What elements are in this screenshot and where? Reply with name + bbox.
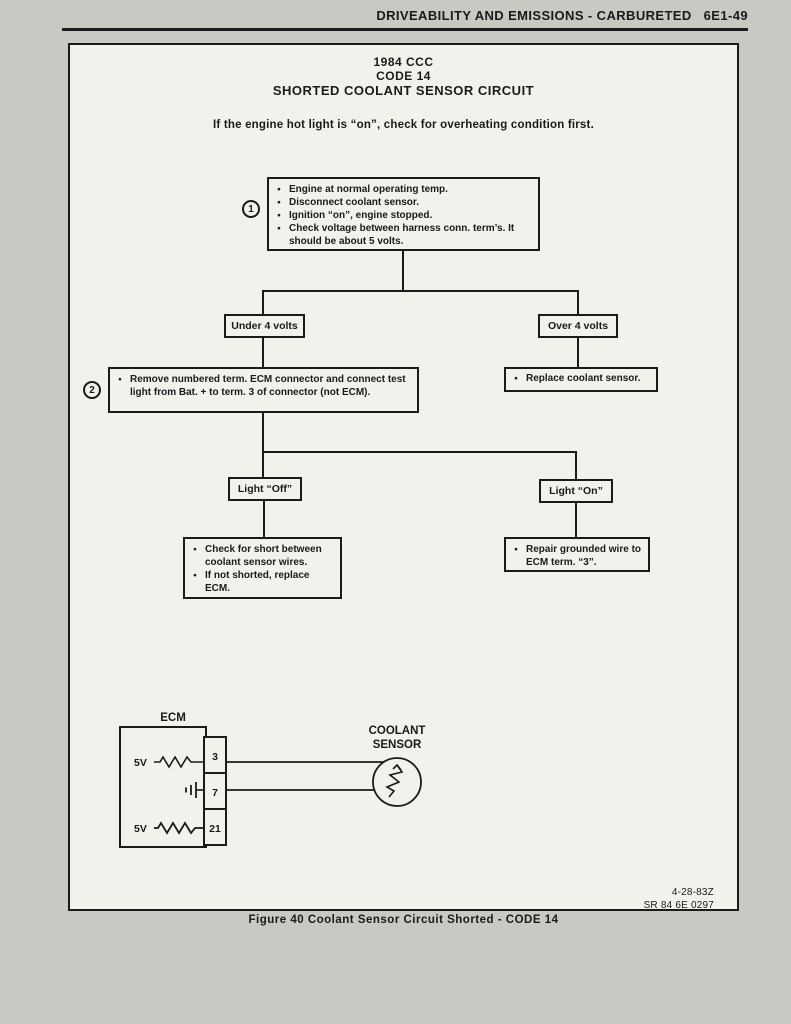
- connector-line: [262, 290, 579, 292]
- connector-line: [262, 337, 264, 368]
- resistor-icon: [154, 757, 204, 767]
- connector-line: [262, 451, 264, 478]
- figure-title-circuit: SHORTED COOLANT SENSOR CIRCUIT: [272, 83, 535, 98]
- step1-bullet-list: [269, 179, 538, 251]
- thermistor-icon: [387, 765, 402, 797]
- ecm-coolant-sensor-schematic: [110, 703, 450, 858]
- page-header: [60, 8, 748, 23]
- revision-references: [560, 886, 714, 912]
- step1-item: ● Disconnect coolant sensor.: [277, 196, 532, 209]
- header-rule: [62, 28, 748, 31]
- flow-box-under-4-volts: Under 4 volts: [224, 314, 305, 338]
- terminal-7-label: 7: [212, 787, 218, 799]
- flow-box-replace-sensor: [504, 367, 658, 392]
- step1-item: ● Check voltage between harness conn. term’s. It should be about 5 volts.: [277, 222, 532, 248]
- supply-5v-bottom-label: 5V: [134, 823, 147, 835]
- step-1-marker: 1: [242, 200, 260, 218]
- terminal-21-label: 21: [209, 823, 221, 835]
- terminal-3-label: 3: [212, 751, 218, 763]
- supply-5v-top-label: 5V: [134, 757, 147, 769]
- light-on-result-item: ● Repair grounded wire to ECM term. “3”.: [514, 543, 642, 569]
- coolant-sensor-label-line1: COOLANT: [368, 725, 426, 737]
- flow-box-light-off-result: [183, 537, 342, 599]
- replace-sensor-item: ● Replace coolant sensor.: [514, 372, 650, 385]
- step2-bullet-list: [110, 369, 417, 402]
- figure-title-year: 1984 CCC: [373, 55, 434, 69]
- light-on-result-bullet-list: [506, 539, 648, 572]
- header-section-title: DRIVEABILITY AND EMISSIONS - CARBURETED: [376, 8, 692, 23]
- replace-sensor-bullet-list: [506, 369, 656, 388]
- light-off-result-bullet-list: [185, 539, 340, 598]
- flow-box-over-4-volts: Over 4 volts: [538, 314, 618, 338]
- connector-line: [577, 337, 579, 368]
- flow-box-light-on-result: [504, 537, 650, 572]
- step-2-marker: 2: [83, 381, 101, 399]
- connector-line: [262, 290, 264, 316]
- coolant-sensor-label-line2: SENSOR: [372, 739, 422, 751]
- light-off-result-item: ● If not shorted, replace ECM.: [193, 569, 334, 595]
- thermistor-arrow-icon: [393, 765, 401, 770]
- step1-item: ● Ignition “on”, engine stopped.: [277, 209, 532, 222]
- figure-note: If the engine hot light is “on”, check for overheating condition first.: [213, 119, 594, 131]
- flow-box-step1: [267, 177, 540, 251]
- step2-item: ● Remove numbered term. ECM connector and connect test light from Bat. + to term. 3 of connector (not ECM).: [118, 373, 411, 399]
- flow-box-step2: [108, 367, 419, 413]
- figure-title-code: CODE 14: [376, 69, 431, 83]
- revision-date: 4-28-83Z: [671, 887, 714, 898]
- step1-item: ● Engine at normal operating temp.: [277, 183, 532, 196]
- header-page-code: 6E1-49: [703, 8, 748, 23]
- connector-line: [575, 503, 577, 538]
- resistor-icon: [154, 823, 204, 833]
- connector-line: [263, 501, 265, 538]
- flow-box-light-on: Light “On”: [539, 479, 613, 503]
- figure-caption: Figure 40 Coolant Sensor Circuit Shorted - CODE 14: [248, 914, 559, 926]
- flow-box-light-off: Light “Off”: [228, 477, 302, 501]
- connector-line: [262, 412, 264, 453]
- connector-line: [577, 290, 579, 316]
- connector-line: [575, 451, 577, 480]
- connector-line: [262, 451, 577, 453]
- connector-line: [402, 251, 404, 291]
- document-number: SR 84 6E 0297: [643, 900, 714, 911]
- ecm-label: ECM: [160, 712, 186, 724]
- light-off-result-item: ● Check for short between coolant sensor wires.: [193, 543, 334, 569]
